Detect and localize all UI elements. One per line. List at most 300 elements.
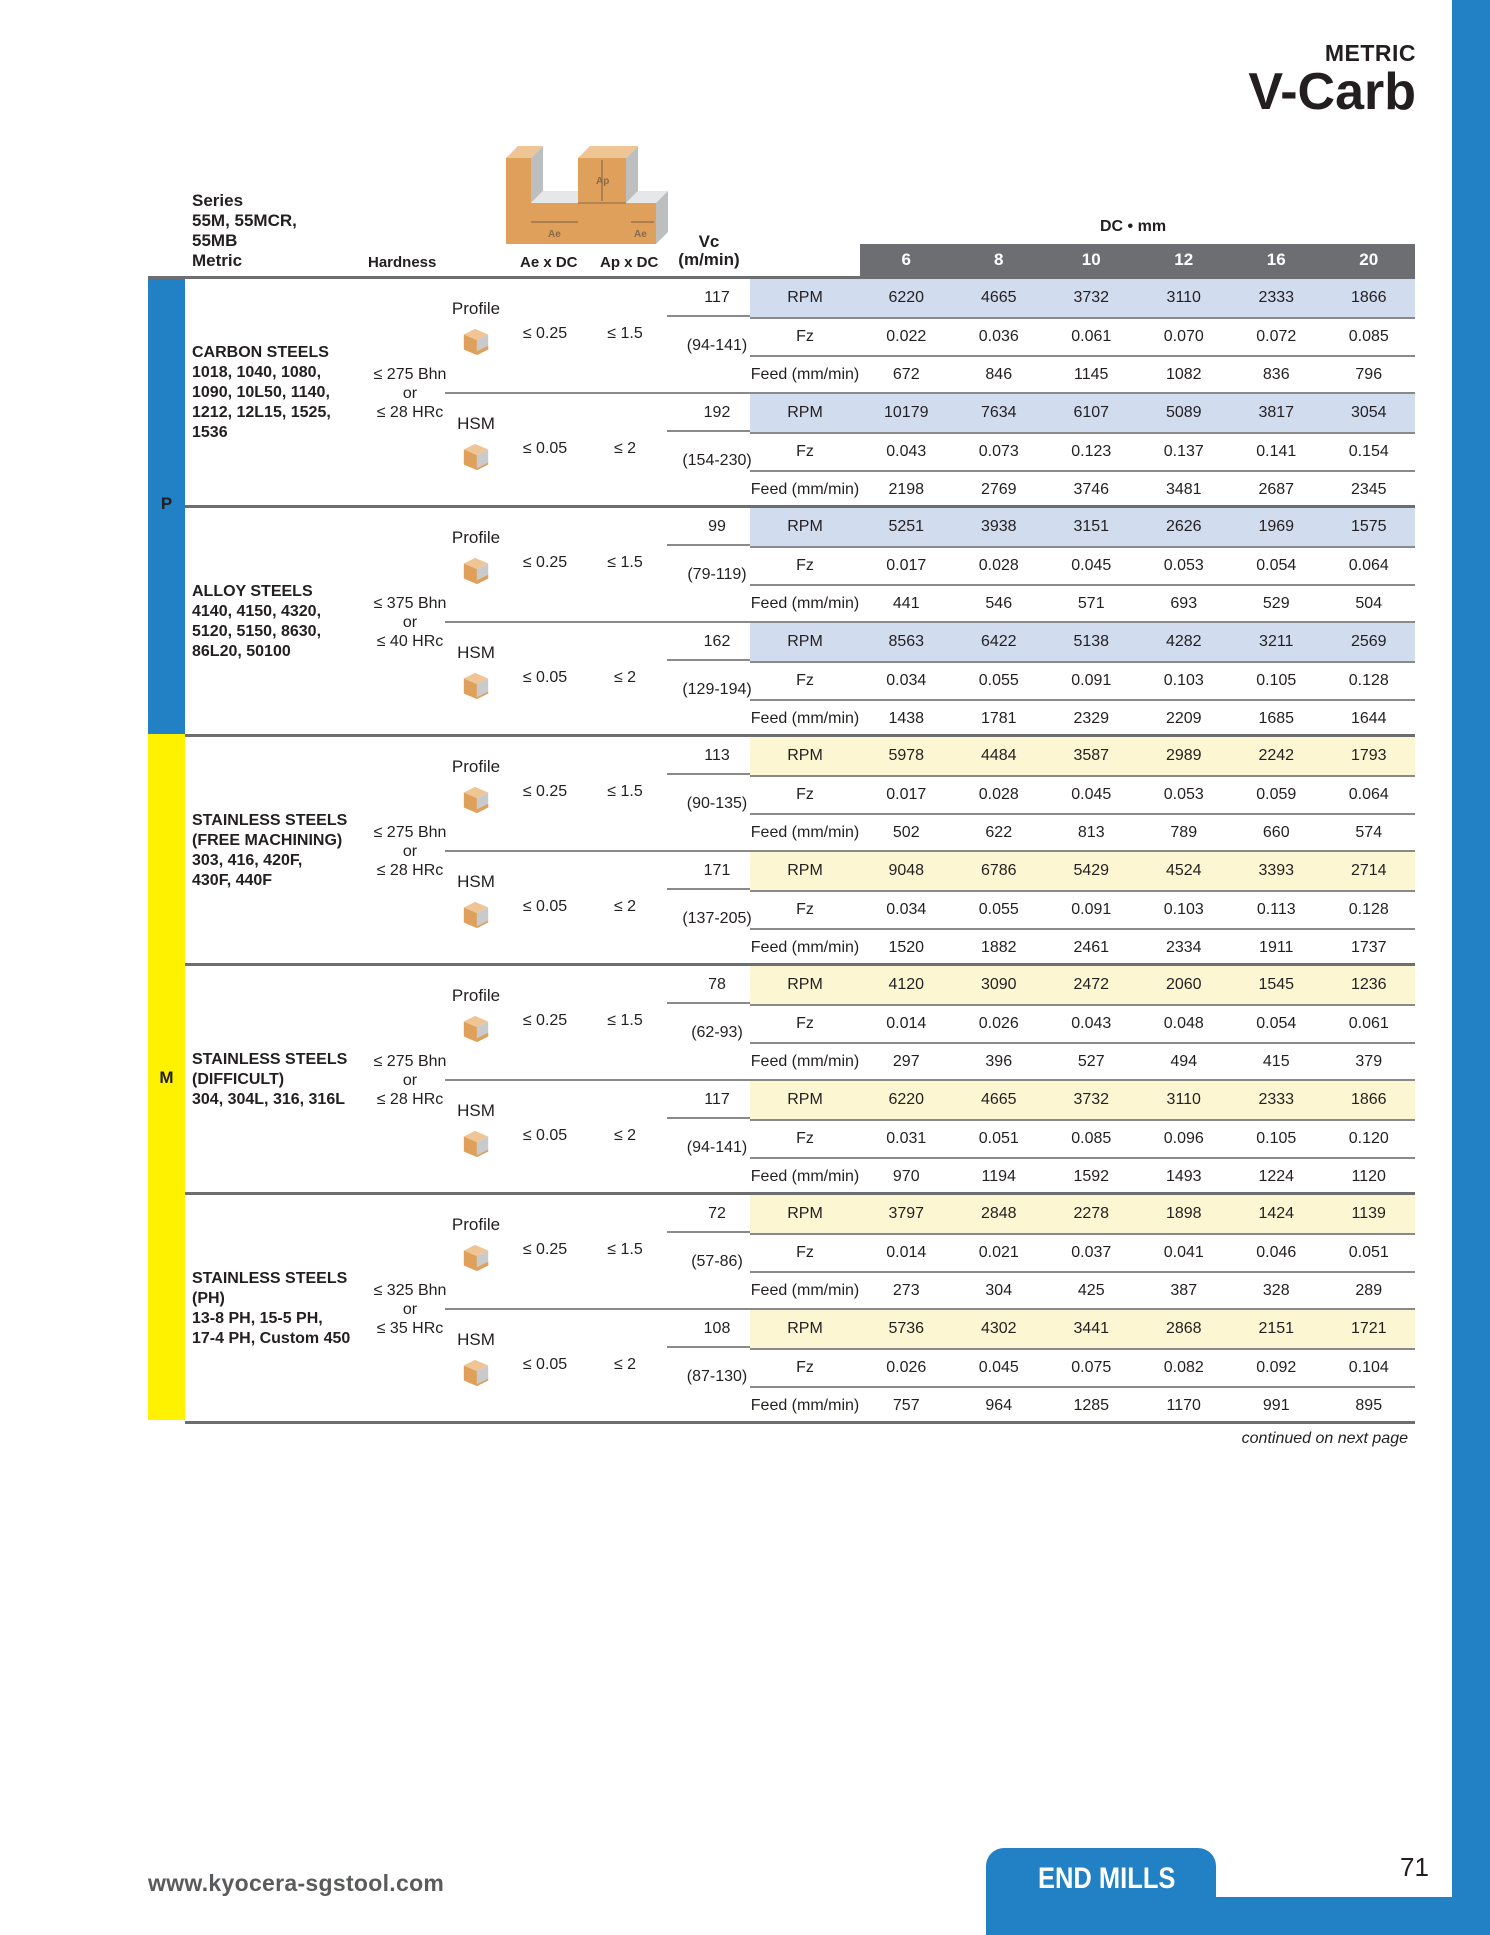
strategy-label: HSM [457, 414, 495, 433]
table-cell: 0.037 [1071, 1244, 1112, 1261]
strategy-profile [445, 1195, 1415, 1308]
table-cell: 6220 [888, 1091, 925, 1108]
table-cell: 0.059 [1256, 786, 1297, 803]
table-cell: 2569 [1350, 633, 1387, 650]
table-row-rpm [750, 966, 1415, 1004]
material-group [185, 508, 1415, 737]
table-cell: 3151 [1073, 518, 1110, 535]
table-row-rpm [750, 623, 1415, 661]
strategy-profile [445, 279, 1415, 392]
row-label: Fz [796, 328, 814, 345]
table-row-rpm [750, 1195, 1415, 1233]
table-cell: 970 [892, 1168, 920, 1185]
table-cell: 1139 [1351, 1205, 1386, 1222]
table-cell: 836 [1262, 366, 1290, 383]
hardness-value: ≤ 275 Bhn or ≤ 28 HRc [373, 824, 447, 879]
material-grades: (DIFFICULT) [192, 1071, 285, 1088]
hardness-value: ≤ 325 Bhn or ≤ 35 HRc [373, 1282, 447, 1337]
table-cell: 813 [1077, 824, 1105, 841]
diameter-6: 6 [901, 250, 911, 269]
table-cell: 1737 [1350, 939, 1387, 956]
table-cell: 0.105 [1256, 1130, 1297, 1147]
hsm-cube-icon [461, 1358, 491, 1388]
row-label: RPM [787, 404, 823, 421]
data-rows [750, 508, 1415, 622]
table-cell: 4665 [980, 289, 1017, 306]
material-title: ALLOY STEELS [192, 583, 313, 600]
table-cell: 0.091 [1071, 901, 1112, 918]
hsm-cube-icon [461, 900, 491, 930]
cutting-data-table [148, 279, 1415, 1424]
strategy-hsm [445, 392, 1415, 506]
table-cell: 5251 [888, 518, 925, 535]
hardness-value: ≤ 375 Bhn or ≤ 40 HRc [373, 595, 447, 650]
table-cell: 693 [1170, 595, 1198, 612]
table-cell: 895 [1355, 1397, 1383, 1414]
vc-range: (90-135) [686, 795, 748, 812]
row-label: Feed (mm/min) [750, 1168, 860, 1185]
material-grades: 5120, 5150, 8630, [192, 623, 322, 640]
table-row-fz [750, 661, 1415, 699]
vc-range: (79-119) [687, 566, 747, 583]
material-grades: 1212, 12L15, 1525, [192, 404, 331, 421]
strategy-label: HSM [457, 872, 495, 891]
vc-value: 192 [667, 394, 767, 432]
table-row-fz [750, 546, 1415, 584]
material-grades: 17-4 PH, Custom 450 [192, 1330, 351, 1347]
row-label: Feed (mm/min) [750, 595, 860, 612]
table-cell: 3441 [1073, 1320, 1110, 1337]
material-grades: 1090, 10L50, 1140, [192, 384, 330, 401]
svg-text:Ae: Ae [548, 229, 561, 240]
iso-m-label: M [159, 1068, 174, 1087]
table-cell: 546 [985, 595, 1013, 612]
table-row-fz [750, 1233, 1415, 1271]
vc-value: 171 [667, 852, 767, 890]
hsm-cube-icon [461, 671, 491, 701]
ap-value: ≤ 2 [613, 440, 637, 457]
data-rows [750, 852, 1415, 966]
ap-value: ≤ 1.5 [607, 783, 643, 800]
end-mills-tab[interactable]: END MILLS [986, 1848, 1216, 1935]
material-group [185, 737, 1415, 966]
table-row-rpm [750, 1081, 1415, 1119]
table-cell: 2198 [888, 481, 925, 498]
table-cell: 1520 [888, 939, 925, 956]
table-row-rpm [750, 394, 1415, 432]
table-cell: 0.055 [978, 672, 1019, 689]
table-cell: 0.154 [1348, 443, 1389, 460]
table-cell: 1082 [1165, 366, 1202, 383]
table-cell: 0.082 [1163, 1359, 1204, 1376]
ae-value: ≤ 0.25 [522, 783, 568, 800]
row-label: Fz [796, 901, 814, 918]
data-rows [750, 279, 1415, 393]
table-cell: 2868 [1165, 1320, 1202, 1337]
table-cell: 0.043 [886, 443, 927, 460]
row-label: RPM [787, 862, 823, 879]
table-cell: 1685 [1258, 710, 1295, 727]
table-cell: 1644 [1350, 710, 1387, 727]
ae-value: ≤ 0.05 [522, 669, 568, 686]
table-cell: 502 [892, 824, 920, 841]
strategy-label: HSM [457, 643, 495, 662]
table-cell: 494 [1170, 1053, 1198, 1070]
table-row-feed [750, 470, 1415, 508]
vc-value: 72 [667, 1195, 767, 1233]
continued-note: continued on next page [1241, 1430, 1408, 1447]
table-cell: 660 [1262, 824, 1290, 841]
table-cell: 0.054 [1256, 557, 1297, 574]
table-cell: 1424 [1258, 1205, 1295, 1222]
material-title: STAINLESS STEELS [192, 1051, 348, 1068]
table-cell: 0.026 [886, 1359, 927, 1376]
page-title: V-Carb [1248, 63, 1416, 121]
table-cell: 2329 [1073, 710, 1110, 727]
table-cell: 0.034 [886, 672, 927, 689]
table-cell: 2278 [1073, 1205, 1110, 1222]
table-cell: 8563 [888, 633, 925, 650]
vc-range: (94-141) [686, 337, 748, 354]
table-cell: 415 [1262, 1053, 1290, 1070]
table-cell: 0.141 [1256, 443, 1297, 460]
table-cell: 0.091 [1071, 672, 1112, 689]
table-cell: 0.028 [978, 557, 1019, 574]
table-cell: 7634 [980, 404, 1017, 421]
table-cell: 672 [892, 366, 920, 383]
strategy-profile [445, 966, 1415, 1079]
table-cell: 0.128 [1348, 901, 1389, 918]
table-cell: 529 [1262, 595, 1290, 612]
table-cell: 789 [1170, 824, 1198, 841]
table-cell: 0.096 [1163, 1130, 1204, 1147]
table-cell: 0.104 [1348, 1359, 1389, 1376]
material-title: STAINLESS STEELS [192, 812, 348, 829]
table-cell: 0.070 [1163, 328, 1204, 345]
row-label: Feed (mm/min) [750, 710, 860, 727]
data-rows [750, 966, 1415, 1080]
table-row-feed [750, 928, 1415, 966]
table-cell: 2333 [1258, 289, 1295, 306]
series-header: Series 55M, 55MCR, 55MB Metric [192, 191, 297, 270]
table-cell: 5429 [1073, 862, 1110, 879]
table-cell: 6422 [980, 633, 1017, 650]
table-cell: 5138 [1073, 633, 1110, 650]
table-cell: 3110 [1166, 289, 1201, 306]
svg-text:Ap: Ap [596, 176, 610, 187]
table-row-feed [750, 1042, 1415, 1080]
table-cell: 0.046 [1256, 1244, 1297, 1261]
table-cell: 0.137 [1163, 443, 1204, 460]
table-cell: 622 [985, 824, 1013, 841]
table-cell: 964 [985, 1397, 1013, 1414]
table-cell: 0.026 [978, 1015, 1019, 1032]
table-cell: 757 [892, 1397, 920, 1414]
row-label: RPM [787, 1091, 823, 1108]
ap-value: ≤ 1.5 [607, 325, 643, 342]
iso-p-label: P [160, 494, 173, 513]
table-cell: 2989 [1165, 747, 1202, 764]
table-cell: 2626 [1165, 518, 1202, 535]
table-cell: 1438 [888, 710, 925, 727]
table-cell: 1170 [1166, 1397, 1201, 1414]
table-row-rpm [750, 1310, 1415, 1348]
table-cell: 0.061 [1071, 328, 1112, 345]
vc-value: 99 [667, 508, 767, 546]
row-label: Fz [796, 786, 814, 803]
row-label: Fz [796, 443, 814, 460]
table-cell: 0.017 [886, 786, 927, 803]
table-cell: 4282 [1165, 633, 1202, 650]
table-row-feed [750, 1386, 1415, 1424]
table-cell: 2209 [1165, 710, 1202, 727]
strategy-hsm [445, 850, 1415, 964]
table-cell: 5089 [1165, 404, 1202, 421]
diameter-20: 20 [1359, 250, 1379, 269]
table-cell: 0.128 [1348, 672, 1389, 689]
table-cell: 571 [1077, 595, 1105, 612]
table-cell: 2769 [980, 481, 1017, 498]
table-cell: 3054 [1350, 404, 1387, 421]
vc-value: 108 [667, 1310, 767, 1348]
ae-value: ≤ 0.05 [522, 1127, 568, 1144]
hsm-cube-icon [461, 442, 491, 472]
data-rows [750, 1195, 1415, 1309]
hsm-cube-icon [461, 1129, 491, 1159]
table-cell: 0.064 [1348, 786, 1389, 803]
vc-range: (87-130) [686, 1368, 748, 1385]
row-label: Feed (mm/min) [750, 824, 860, 841]
vc-value: 162 [667, 623, 767, 661]
table-cell: 0.073 [978, 443, 1019, 460]
table-cell: 3211 [1259, 633, 1294, 650]
material-title: CARBON STEELS [192, 344, 329, 361]
table-cell: 0.054 [1256, 1015, 1297, 1032]
material-grades: 303, 416, 420F, [192, 852, 303, 869]
page-number: 71 [1400, 1852, 1429, 1882]
table-cell: 0.123 [1071, 443, 1112, 460]
table-cell: 0.022 [886, 328, 927, 345]
data-rows [750, 394, 1415, 508]
table-cell: 0.017 [886, 557, 927, 574]
data-rows [750, 1081, 1415, 1195]
diameter-12: 12 [1174, 250, 1194, 269]
profile-cube-icon [461, 785, 491, 815]
table-cell: 396 [985, 1053, 1013, 1070]
table-cell: 504 [1355, 595, 1383, 612]
table-cell: 0.072 [1256, 328, 1297, 345]
table-cell: 1493 [1165, 1168, 1202, 1185]
diameter-16: 16 [1266, 250, 1286, 269]
table-cell: 0.043 [1071, 1015, 1112, 1032]
table-cell: 0.041 [1163, 1244, 1204, 1261]
material-grades: 304, 304L, 316, 316L [192, 1091, 345, 1108]
strategy-label: HSM [457, 1101, 495, 1120]
table-row-rpm [750, 279, 1415, 317]
material-grades: 13-8 PH, 15-5 PH, [192, 1310, 323, 1327]
table-cell: 273 [892, 1282, 920, 1299]
table-cell: 0.064 [1348, 557, 1389, 574]
table-cell: 0.031 [886, 1130, 927, 1147]
cutting-diagram-icon [506, 146, 668, 244]
table-row-fz [750, 1119, 1415, 1157]
table-cell: 2848 [980, 1205, 1017, 1222]
vc-value: 117 [667, 279, 767, 317]
table-row-rpm [750, 508, 1415, 546]
table-cell: 6786 [980, 862, 1017, 879]
table-cell: 9048 [888, 862, 925, 879]
table-cell: 2345 [1350, 481, 1387, 498]
row-label: Feed (mm/min) [750, 1397, 860, 1414]
table-cell: 441 [892, 595, 920, 612]
table-cell: 2334 [1165, 939, 1202, 956]
table-cell: 3746 [1073, 481, 1110, 498]
ap-value: ≤ 2 [613, 1356, 637, 1373]
table-cell: 4484 [980, 747, 1017, 764]
table-cell: 387 [1170, 1282, 1198, 1299]
table-cell: 4665 [980, 1091, 1017, 1108]
table-cell: 379 [1355, 1053, 1383, 1070]
table-cell: 796 [1355, 366, 1383, 383]
table-cell: 3732 [1073, 289, 1110, 306]
table-cell: 1866 [1350, 1091, 1387, 1108]
material-group [185, 1195, 1415, 1424]
hardness-value: ≤ 275 Bhn or ≤ 28 HRc [373, 1053, 447, 1108]
table-cell: 425 [1077, 1282, 1105, 1299]
table-cell: 0.113 [1256, 901, 1296, 918]
table-cell: 1592 [1073, 1168, 1110, 1185]
table-cell: 3587 [1073, 747, 1110, 764]
table-cell: 1898 [1165, 1205, 1202, 1222]
material-group [185, 279, 1415, 508]
hardness-value: ≤ 275 Bhn or ≤ 28 HRc [373, 366, 447, 421]
table-cell: 0.105 [1256, 672, 1297, 689]
table-row-feed [750, 813, 1415, 851]
strategy-label: Profile [451, 1215, 501, 1234]
table-cell: 10179 [884, 404, 929, 421]
table-cell: 0.045 [1071, 557, 1112, 574]
row-label: RPM [787, 747, 823, 764]
table-cell: 574 [1355, 824, 1383, 841]
vc-value: 117 [667, 1081, 767, 1119]
material-grades: 4140, 4150, 4320, [192, 603, 322, 620]
ap-value: ≤ 1.5 [607, 1012, 643, 1029]
table-cell: 5736 [888, 1320, 925, 1337]
table-cell: 1911 [1259, 939, 1294, 956]
table-row-feed [750, 1271, 1415, 1309]
table-cell: 991 [1262, 1397, 1290, 1414]
material-grades: 86L20, 50100 [192, 643, 291, 660]
profile-cube-icon [461, 327, 491, 357]
table-cell: 3110 [1166, 1091, 1201, 1108]
table-cell: 2242 [1258, 747, 1295, 764]
ap-value: ≤ 1.5 [607, 554, 643, 571]
vc-range: (129-194) [682, 681, 752, 698]
table-cell: 0.036 [978, 328, 1019, 345]
table-cell: 0.053 [1163, 786, 1204, 803]
diameter-header-bar [860, 244, 1415, 276]
table-cell: 1120 [1351, 1168, 1386, 1185]
material-grades: (PH) [192, 1290, 225, 1307]
ap-value: ≤ 2 [613, 669, 637, 686]
table-cell: 0.075 [1071, 1359, 1112, 1376]
data-rows [750, 623, 1415, 737]
table-cell: 0.034 [886, 901, 927, 918]
row-label: Fz [796, 1244, 814, 1261]
unit-label: METRIC [1324, 40, 1416, 66]
svg-text:Ae: Ae [634, 229, 647, 240]
table-cell: 0.045 [978, 1359, 1019, 1376]
ap-value: ≤ 2 [613, 898, 637, 915]
table-cell: 0.055 [978, 901, 1019, 918]
table-cell: 4120 [888, 976, 925, 993]
table-row-rpm [750, 737, 1415, 775]
material-grades: (FREE MACHINING) [192, 832, 343, 849]
table-cell: 2472 [1073, 976, 1110, 993]
table-cell: 0.061 [1348, 1015, 1389, 1032]
table-row-fz [750, 1004, 1415, 1042]
ae-value: ≤ 0.25 [522, 1012, 568, 1029]
table-cell: 0.053 [1163, 557, 1204, 574]
strategy-label: Profile [451, 757, 501, 776]
side-color-bar [1452, 0, 1490, 1935]
table-cell: 846 [985, 366, 1013, 383]
strategy-hsm [445, 621, 1415, 735]
table-row-rpm [750, 852, 1415, 890]
table-row-feed [750, 584, 1415, 622]
table-cell: 527 [1077, 1053, 1105, 1070]
table-cell: 1721 [1350, 1320, 1387, 1337]
data-rows [750, 737, 1415, 851]
table-row-fz [750, 432, 1415, 470]
table-cell: 0.014 [886, 1015, 927, 1032]
strategy-hsm [445, 1308, 1415, 1422]
table-cell: 3732 [1073, 1091, 1110, 1108]
table-cell: 0.103 [1163, 672, 1204, 689]
table-cell: 297 [892, 1053, 920, 1070]
table-cell: 2687 [1258, 481, 1295, 498]
ae-value: ≤ 0.05 [522, 440, 568, 457]
material-group [185, 966, 1415, 1195]
table-cell: 3393 [1258, 862, 1295, 879]
table-row-fz [750, 890, 1415, 928]
ae-value: ≤ 0.05 [522, 898, 568, 915]
table-cell: 2151 [1258, 1320, 1295, 1337]
row-label: RPM [787, 518, 823, 535]
table-cell: 1545 [1258, 976, 1295, 993]
strategy-label: Profile [451, 528, 501, 547]
diameter-8: 8 [994, 250, 1004, 269]
table-cell: 2060 [1165, 976, 1202, 993]
table-cell: 328 [1262, 1282, 1290, 1299]
material-grades: 1536 [192, 424, 228, 441]
row-label: RPM [787, 633, 823, 650]
vc-range: (57-86) [691, 1253, 743, 1270]
table-cell: 1224 [1258, 1168, 1295, 1185]
data-rows [750, 1310, 1415, 1424]
table-cell: 0.028 [978, 786, 1019, 803]
row-label: RPM [787, 1320, 823, 1337]
table-cell: 5978 [888, 747, 925, 764]
diameter-10: 10 [1081, 250, 1101, 269]
table-cell: 0.092 [1256, 1359, 1297, 1376]
vc-value: 78 [667, 966, 767, 1004]
ae-value: ≤ 0.05 [522, 1356, 568, 1373]
strategy-label: HSM [457, 1330, 495, 1349]
website-link[interactable]: www.kyocera-sgstool.com [148, 1870, 445, 1896]
row-label: RPM [787, 976, 823, 993]
ae-value: ≤ 0.25 [522, 1241, 568, 1258]
